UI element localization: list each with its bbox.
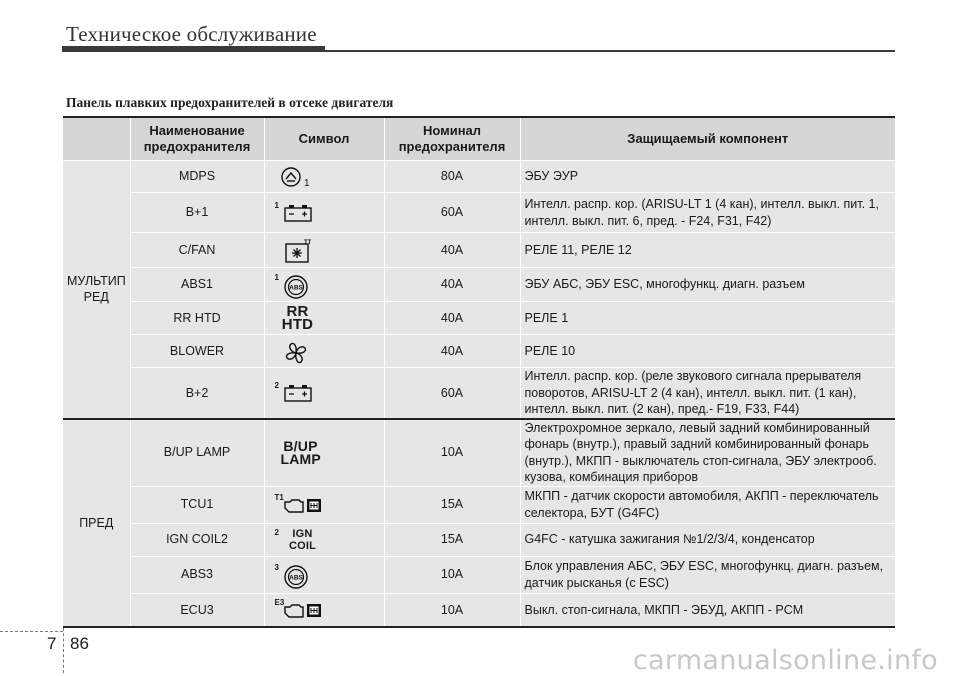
- protected-component: G4FC - катушка зажигания №1/2/3/4, конденсатор: [520, 523, 895, 556]
- rear-defroster-label: [277, 305, 357, 331]
- symbol-tag: 2: [274, 527, 279, 537]
- chapter-number: 7: [47, 634, 57, 653]
- footer-divider: [63, 628, 64, 673]
- fuse-symbol: [264, 593, 384, 627]
- symbol-text: IGN COIL: [288, 527, 317, 552]
- battery-icon: [274, 200, 357, 226]
- fuse-rating: 40A: [384, 335, 520, 368]
- symbol-tag: 2: [274, 380, 279, 390]
- protected-component: МКПП - датчик скорости автомобиля, АКПП - переключатель селектора, БУТ (G4FC): [520, 486, 895, 523]
- fuse-rating: 15A: [384, 486, 520, 523]
- protected-component: Блок управления АБС, ЭБУ ESC, многофункц. диагн. разъем, датчик рысканья (с ESC): [520, 556, 895, 593]
- fuse-rating: 15A: [384, 523, 520, 556]
- protected-component: РЕЛЕ 1: [520, 302, 895, 335]
- table-header-row: [63, 117, 895, 161]
- fuse-rating: 60A: [384, 368, 520, 419]
- fuse-symbol: [264, 193, 384, 233]
- protected-component: Выкл. стоп-сигнала, МКПП - ЭБУД, АКПП - PCM: [520, 593, 895, 627]
- ignition-coil-label: [274, 527, 357, 553]
- abs-icon: [274, 562, 357, 588]
- page-header-title: Техническое обслуживание: [66, 22, 317, 46]
- battery-icon: [274, 380, 357, 406]
- table-row: [63, 193, 895, 233]
- table-row: [63, 486, 895, 523]
- fuse-name: B+2: [185, 385, 209, 400]
- table-row: [63, 593, 895, 627]
- fuse-symbol: [264, 368, 384, 419]
- fuse-name: B+1: [185, 205, 209, 220]
- fuse-name: ABS3: [181, 567, 213, 582]
- group-cell: МУЛЬТИП РЕД: [63, 161, 130, 419]
- fuse-name: RR HTD: [173, 310, 221, 325]
- table-row: [63, 335, 895, 368]
- fuse-symbol: [264, 419, 384, 487]
- fuse-name: ABS1: [181, 277, 213, 292]
- symbol-tag: 1: [303, 177, 310, 189]
- symbol-text: B/UP LAMP: [280, 437, 321, 467]
- column-header-rating: Номинал предохранителя: [384, 117, 520, 161]
- column-header-component: Защищаемый компонент: [520, 117, 895, 161]
- table-row: [63, 268, 895, 302]
- fuse-symbol: [264, 335, 384, 368]
- column-header-fuse-name: Наименование предохранителя: [130, 117, 264, 161]
- fuse-name: MDPS: [130, 161, 264, 193]
- svg-text:ABS: ABS: [288, 284, 303, 291]
- fuse-rating: 10A: [384, 593, 520, 627]
- fuse-name: BLOWER: [169, 343, 225, 358]
- footer-rule: [0, 631, 63, 632]
- backup-lamp-label: [277, 437, 357, 467]
- symbol-tag: E3: [274, 597, 285, 607]
- cooling-fan-icon: [277, 237, 357, 263]
- fuse-symbol: [264, 523, 384, 556]
- column-header-group: [63, 117, 130, 161]
- fuse-rating: 40A: [384, 233, 520, 268]
- fuse-table: [63, 116, 895, 628]
- fuse-rating: 40A: [384, 268, 520, 302]
- engine-gearbox-icon: [274, 597, 357, 623]
- fuse-name: B/UP LAMP: [130, 419, 264, 487]
- symbol-text: RR HTD: [281, 303, 314, 333]
- fuse-rating: 10A: [384, 556, 520, 593]
- table-row: [63, 302, 895, 335]
- protected-component: РЕЛЕ 10: [520, 335, 895, 368]
- fuse-symbol: [264, 233, 384, 268]
- symbol-tag: T1: [274, 492, 284, 502]
- fuse-symbol: [264, 302, 384, 335]
- fuse-name: ECU3: [180, 602, 214, 617]
- protected-component: Интелл. распр. кор. (ARISU-LT 1 (4 кан), интелл. выкл. пит. 1, интелл. выкл. пит. 6, пред. - F24, F31, F42): [520, 193, 895, 233]
- protected-component: Интелл. распр. кор. (реле звукового сигнала прерывателя поворотов, ARISU-LT 2 (4 кан), интелл. выкл. пит. (1 кан), интелл. выкл. пит. (2 кан), пред.- F19, F33, F44): [520, 368, 895, 419]
- fuse-name: IGN COIL2: [166, 532, 228, 547]
- protected-component: Электрохромное зеркало, левый задний комбинированный фонарь (внутр.), правый задний комбинированный фонарь (внутр.), МКПП - выключатель стоп-сигнала, ЭБУ электрооб. кузова, комбинация приборов: [520, 419, 895, 487]
- svg-text:ΤΤ: ΤΤ: [303, 240, 311, 246]
- fuse-symbol: [264, 556, 384, 593]
- table-row: [63, 556, 895, 593]
- section-title: Панель плавких предохранителей в отсеке двигателя: [66, 95, 394, 110]
- mdps-icon: [277, 164, 357, 190]
- column-header-symbol: Символ: [264, 117, 384, 161]
- fuse-symbol: [264, 268, 384, 302]
- header-rule-thin: [325, 50, 895, 52]
- blower-fan-icon: [277, 338, 357, 364]
- svg-text:ABS: ABS: [288, 574, 303, 581]
- table-row: [63, 161, 895, 193]
- fuse-symbol: [264, 486, 384, 523]
- symbol-tag: 1: [274, 200, 279, 210]
- watermark: carmanualsonline.info: [632, 645, 938, 676]
- fuse-rating: 10A: [384, 419, 520, 487]
- engine-gearbox-icon: [274, 492, 357, 518]
- fuse-name: C/FAN: [178, 242, 216, 257]
- protected-component: РЕЛЕ 11, РЕЛЕ 12: [520, 233, 895, 268]
- group-cell: ПРЕД: [63, 419, 130, 628]
- page-number: 86: [70, 634, 89, 653]
- symbol-tag: 1: [274, 272, 279, 282]
- abs-icon: [274, 272, 357, 298]
- table-row: [63, 368, 895, 419]
- fuse-symbol: [264, 161, 384, 193]
- table-row: [63, 233, 895, 268]
- fuse-name: TCU1: [180, 497, 214, 512]
- symbol-tag: 3: [274, 562, 279, 572]
- protected-component: ЭБУ ЭУР: [520, 161, 895, 193]
- table-row: [63, 523, 895, 556]
- fuse-rating: 80A: [384, 161, 520, 193]
- fuse-rating: 40A: [384, 302, 520, 335]
- fuse-rating: 60A: [384, 193, 520, 233]
- table-row: [63, 419, 895, 487]
- header-rule-thick: [62, 46, 325, 52]
- protected-component: ЭБУ АБС, ЭБУ ESC, многофункц. диагн. разъем: [520, 268, 895, 302]
